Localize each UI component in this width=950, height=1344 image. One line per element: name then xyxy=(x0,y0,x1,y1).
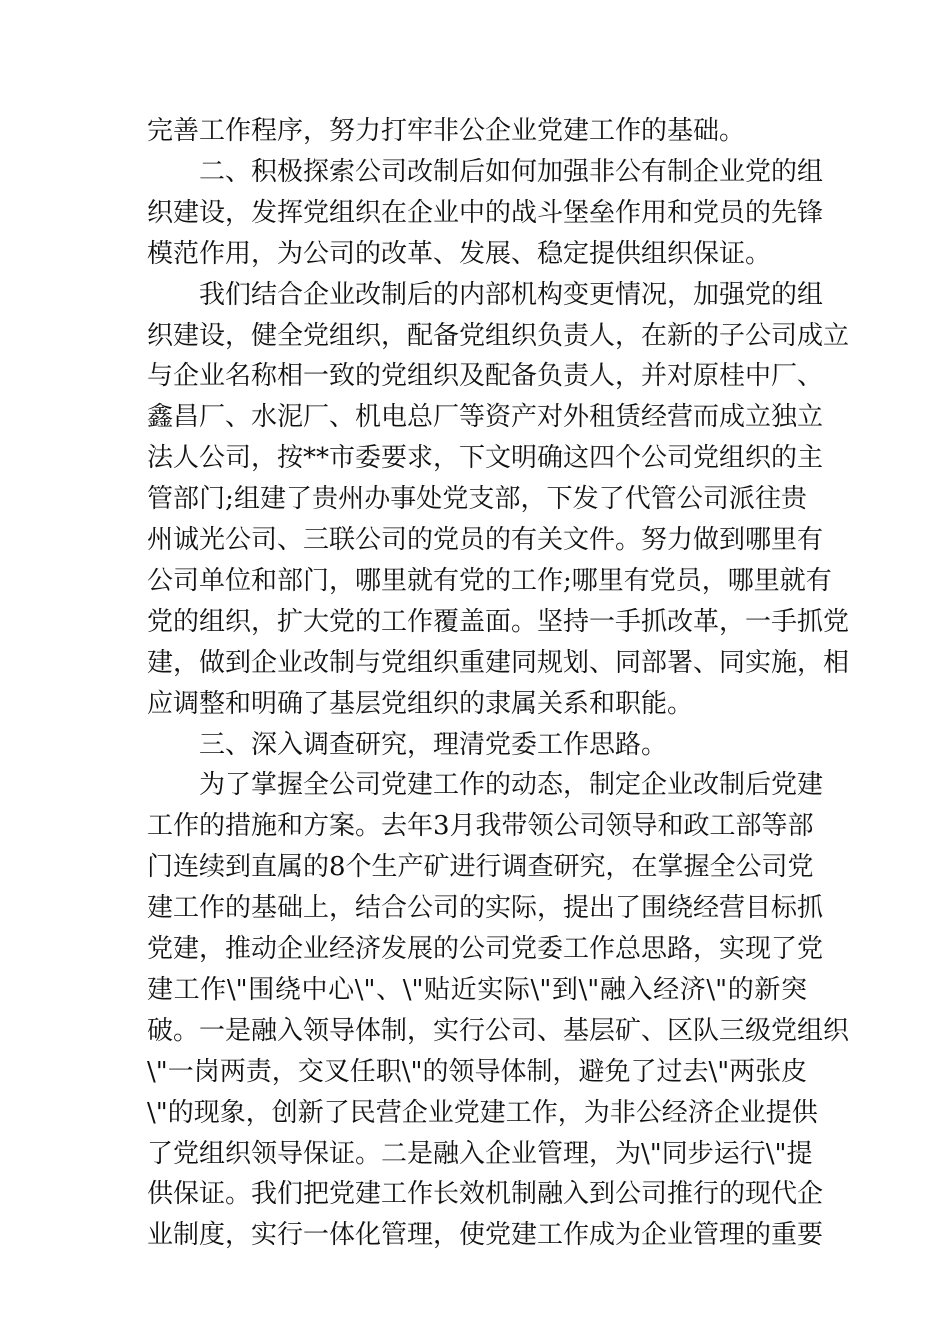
text-line: 建工作的基础上，结合公司的实际，提出了围绕经营目标抓 xyxy=(147,893,824,923)
text-line: 建，做到企业改制与党组织重建同规划、同部署、同实施，相 xyxy=(147,648,850,678)
text-line: 破。一是融入领导体制，实行公司、基层矿、区队三级党组织 xyxy=(147,1016,850,1046)
heading-line: 二、积极探索公司改制后如何加强非公有制企业党的组 xyxy=(199,157,824,187)
text-line: 业制度，实行一体化管理，使党建工作成为企业管理的重要 xyxy=(147,1220,824,1250)
text-line: 模范作用，为公司的改革、发展、稳定提供组织保证。 xyxy=(147,239,772,269)
text-line: 州诚光公司、三联公司的党员的有关文件。努力做到哪里有 xyxy=(147,525,824,555)
text-line: 了党组织领导保证。二是融入企业管理，为\"同步运行\"提 xyxy=(147,1139,813,1169)
text-line: 织建设，健全党组织，配备党组织负责人，在新的子公司成立 xyxy=(147,321,850,351)
heading-line: 三、深入调查研究，理清党委工作思路。 xyxy=(199,730,668,760)
text-line: 供保证。我们把党建工作长效机制融入到公司推行的现代企 xyxy=(147,1179,824,1209)
text-line: 工作的措施和方案。去年3月我带领公司领导和政工部等部 xyxy=(147,811,814,841)
text-line: 完善工作程序，努力打牢非公企业党建工作的基础。 xyxy=(147,116,746,146)
text-line: 建工作\"围绕中心\"、\"贴近实际\"到\"融入经济\"的新突 xyxy=(147,975,807,1005)
text-line: 鑫昌厂、水泥厂、机电总厂等资产对外租赁经营而成立独立 xyxy=(147,402,824,432)
text-line: 应调整和明确了基层党组织的隶属关系和职能。 xyxy=(147,689,694,719)
text-line: 与企业名称相一致的党组织及配备负责人，并对原桂中厂、 xyxy=(147,361,824,391)
text-line: \"的现象，创新了民营企业党建工作，为非公经济企业提供 xyxy=(147,1098,818,1128)
text-line: 法人公司，按**市委要求，下文明确这四个公司党组织的主 xyxy=(147,443,824,473)
text-line: 党建，推动企业经济发展的公司党委工作总思路，实现了党 xyxy=(147,934,824,964)
text-line: \"一岗两责，交叉任职\"的领导体制，避免了过去\"两张皮 xyxy=(147,1057,808,1087)
text-line: 我们结合企业改制后的内部机构变更情况，加强党的组 xyxy=(199,280,824,310)
text-line: 织建设，发挥党组织在企业中的战斗堡垒作用和党员的先锋 xyxy=(147,198,824,228)
text-line: 党的组织，扩大党的工作覆盖面。坚持一手抓改革，一手抓党 xyxy=(147,607,850,637)
text-line: 门连续到直属的8个生产矿进行调查研究，在掌握全公司党 xyxy=(147,852,814,882)
text-line: 公司单位和部门，哪里就有党的工作;哪里有党员，哪里就有 xyxy=(147,566,832,596)
text-line: 管部门;组建了贵州办事处党支部，下发了代管公司派往贵 xyxy=(147,484,807,514)
text-line: 为了掌握全公司党建工作的动态，制定企业改制后党建 xyxy=(199,770,824,800)
